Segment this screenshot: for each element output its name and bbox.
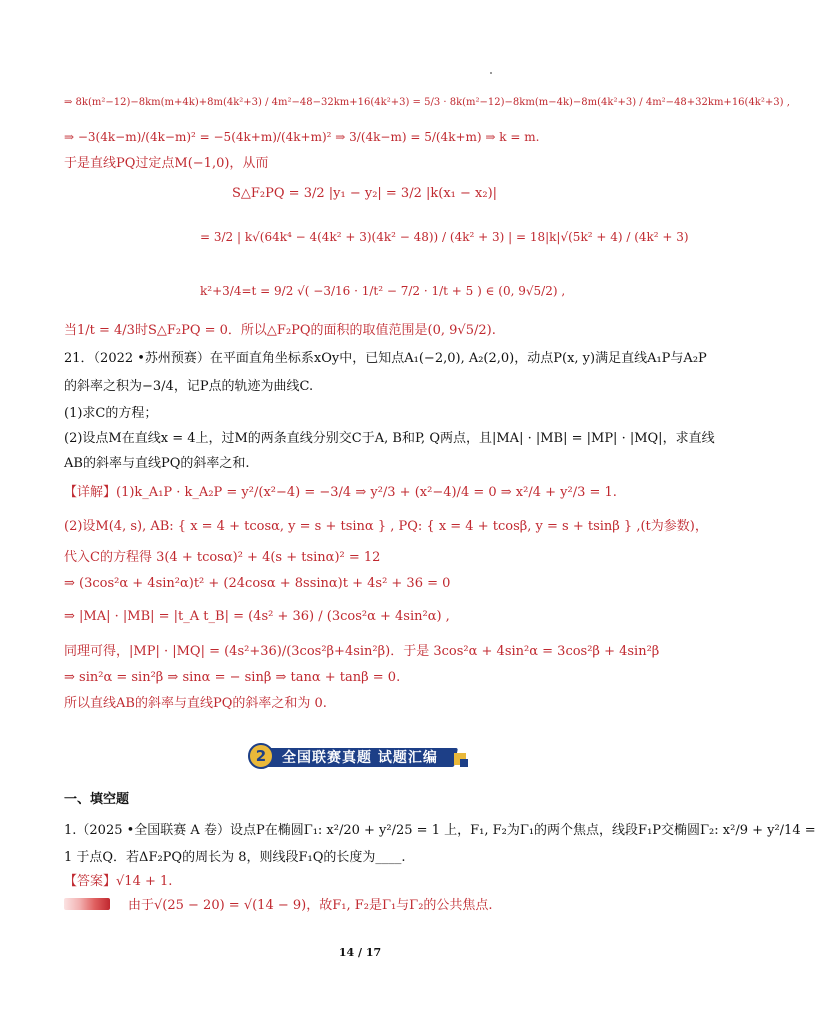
solution-line-6: 同理可得，|MP| · |MQ| = (4s²+36)/(3cos²β+4sin²β)．于是 3cos²α + 4sin²α = 3cos²β + 4sin²β bbox=[64, 644, 660, 659]
solution-line-q1: 由于√(25 − 20) = √(14 − 9)，故F₁, F₂是Γ₁与Γ₂的公共焦点. bbox=[128, 898, 493, 913]
equation-area-3: k²+3/4=t = 9/2 √( −3/16 · 1/t² − 7/2 · 1/t + 5 ) ∈ (0, 9√5/2) , bbox=[200, 284, 566, 298]
answer-tag: 【答案】 bbox=[64, 874, 117, 889]
solution-line-5: ⇒ |MA| · |MB| = |t_A t_B| = (4s² + 36) / (3cos²α + 4sin²α) , bbox=[64, 609, 450, 624]
blurred-label bbox=[64, 898, 110, 910]
subsection-heading: 一、填空题 bbox=[64, 792, 130, 807]
detail-tag: 【详解】 bbox=[64, 485, 117, 500]
solution-line-3: 代入C的方程得 3(4 + tcosα)² + 4(s + tsinα)² = 12 bbox=[64, 550, 381, 565]
problem-21-part-2: (2)设点M在直线x = 4上，过M的两条直线分别交C于A, B和P, Q两点，且|MA| · |MB| = |MP| · |MQ|，求直线 bbox=[64, 431, 715, 446]
solution-line-1 bbox=[64, 484, 617, 502]
page-number: 14 / 17 bbox=[338, 946, 382, 959]
solution-line-7: ⇒ sin²α = sin²β ⇒ sinα = − sinβ ⇒ tanα + tanβ = 0. bbox=[64, 670, 401, 685]
solution-line-4: ⇒ (3cos²α + 4sin²α)t² + (24cosα + 8ssinα)t + 4s² + 36 = 0 bbox=[64, 576, 451, 591]
equation-area-1: S△F₂PQ = 3/2 |y₁ − y₂| = 3/2 |k(x₁ − x₂)| bbox=[232, 186, 498, 201]
corner-square-accent-icon bbox=[460, 759, 468, 767]
section-number-badge: 2 bbox=[248, 743, 274, 769]
problem-21-part-2-cont: AB的斜率与直线PQ的斜率之和. bbox=[64, 456, 250, 471]
problem-21-part-1: (1)求C的方程； bbox=[64, 406, 158, 421]
equation-line-2: ⇒ −3(4k−m)/(4k−m)² = −5(4k+m)/(4k+m)² ⇒ 3/(4k−m) = 5/(4k+m) ⇒ k = m. bbox=[64, 130, 540, 144]
solution-line-2: (2)设M(4, s), AB: { x = 4 + tcosα, y = s + tsinα } , PQ: { x = 4 + tcosβ, y = s + tsinβ } ,(t为参数)， bbox=[64, 519, 708, 534]
equation-area-2: = 3/2 | k√(64k⁴ − 4(4k² + 3)(4k² − 48)) / (4k² + 3) | = 18|k|√(5k² + 4) / (4k² + 3) bbox=[200, 230, 689, 244]
section-banner bbox=[248, 743, 468, 771]
question-1-line-2: 1 于点Q．若ΔF₂PQ的周长为 8，则线段F₁Q的长度为____. bbox=[64, 850, 406, 865]
problem-21-line-2: 的斜率之积为−3/4，记P点的轨迹为曲线C. bbox=[64, 379, 314, 394]
equation-line-1: ⇒ 8k(m²−12)−8km(m+4k)+8m(4k²+3) / 4m²−48−32km+16(4k²+3) = 5/3 · 8k(m²−12)−8km(m−4k)−8m(4k²+3) / 4m²−48+32km+16(4k²+3) , bbox=[64, 97, 790, 108]
problem-21-line-1: 21．（2022 •苏州预赛）在平面直角坐标系xOy中，已知点A₁(−2,0), A₂(2,0)，动点P(x, y)满足直线A₁P与A₂P bbox=[64, 351, 707, 366]
conclusion-line: 当1/t = 4/3时S△F₂PQ = 0．所以△F₂PQ的面积的取值范围是(0, 9√5/2). bbox=[64, 323, 496, 338]
question-1-line-1: 1.（2025 •全国联赛 A 卷）设点P在椭圆Γ₁: x²/20 + y²/25 = 1 上，F₁, F₂为Γ₁的两个焦点，线段F₁P交椭圆Γ₂: x²/9 + y²/14 = bbox=[64, 823, 816, 838]
solution-text-1: (1)k_A₁P · k_A₂P = y²/(x²−4) = −3/4 ⇒ y²/3 + (x²−4)/4 = 0 ⇒ x²/4 + y²/3 = 1. bbox=[116, 485, 617, 500]
answer-value: √14 + 1. bbox=[116, 874, 173, 889]
scan-dot bbox=[490, 72, 492, 74]
text-line-3: 于是直线PQ过定点M(−1,0)，从而 bbox=[64, 156, 269, 171]
solution-line-8: 所以直线AB的斜率与直线PQ的斜率之和为 0. bbox=[64, 696, 327, 711]
answer-line bbox=[64, 873, 172, 891]
section-title: 全国联赛真题 试题汇编 bbox=[282, 750, 438, 766]
